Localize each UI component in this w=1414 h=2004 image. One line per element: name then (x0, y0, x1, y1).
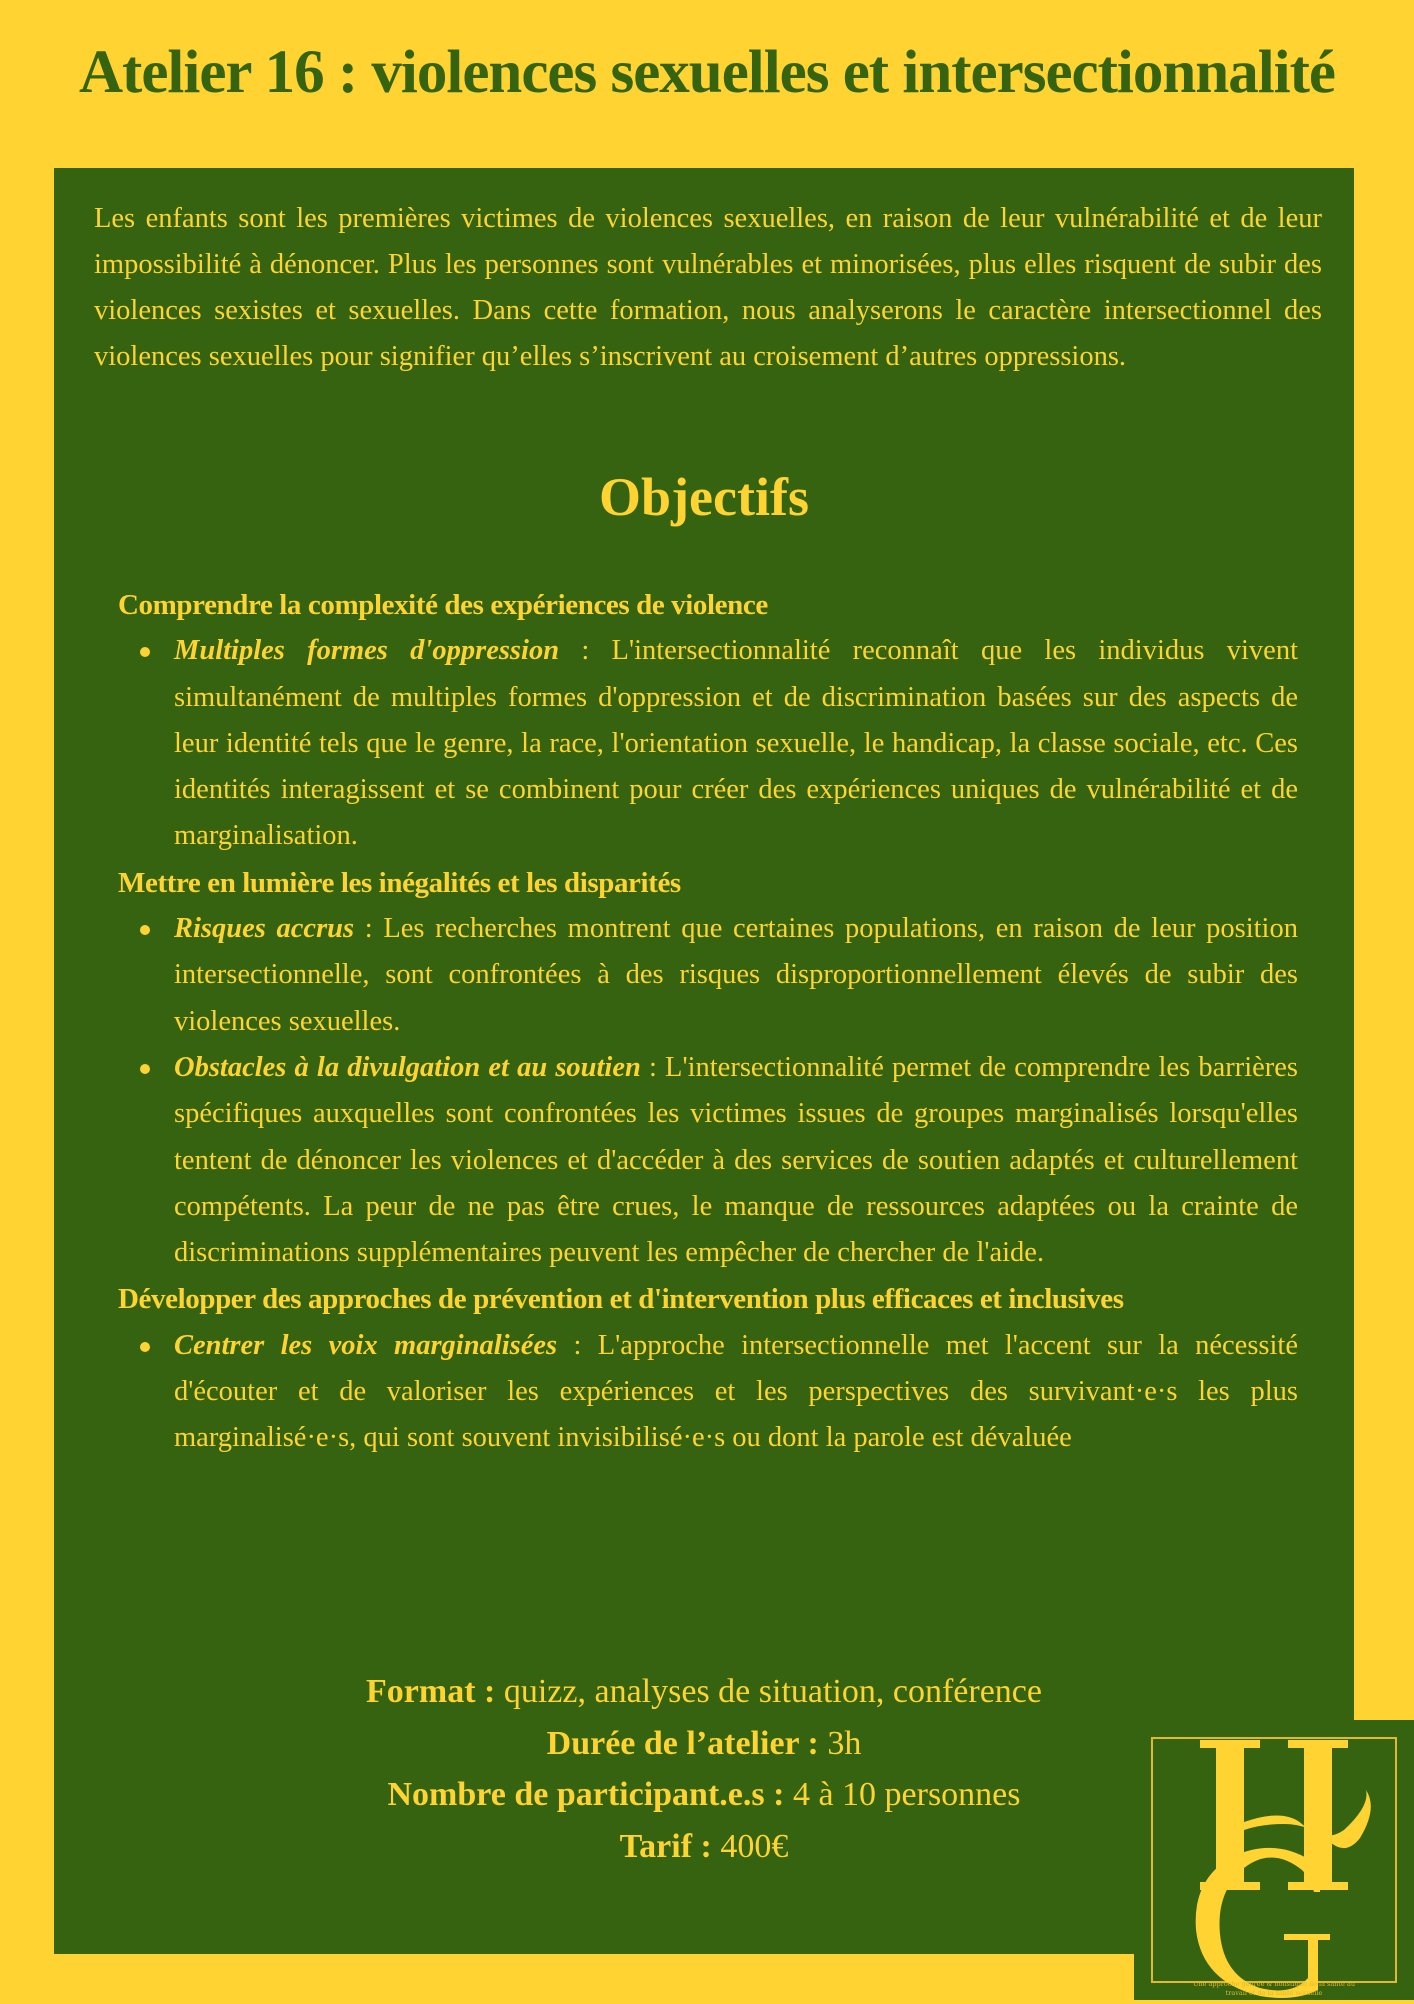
bullet-text: : L'intersectionnalité reconnaît que les individus vivent simultanément de multiples formes d'oppression et de discrimination basées sur des aspects de leur identité tels que le genre, la race, l'orientation sexuelle, le handicap, la classe sociale, etc. Ces identités interagissent et se combinent pour créer des expériences uniques de vulnérabilité et de marginalisation. (174, 635, 1298, 852)
duration-value: 3h (818, 1724, 862, 1762)
bullet-term: Obstacles à la divulgation et au soutien (174, 1051, 641, 1083)
bullet-term: Risques accrus (174, 913, 355, 945)
svg-text:H: H (1313, 1764, 1323, 1775)
bullet-icon (140, 925, 150, 935)
bullet-icon (140, 647, 150, 657)
logo-mark-icon (1134, 1720, 1414, 2000)
svg-text:A: A (1314, 1804, 1322, 1815)
svg-text:T: T (1314, 1844, 1322, 1855)
section-heading: Comprendre la complexité des expériences de violence (118, 589, 768, 621)
format-line (54, 1666, 1354, 1718)
bullet-list (118, 1323, 1298, 1462)
svg-text:Une approche genrée & holistiq: Une approche genrée & holistique de la santé au (1192, 1980, 1356, 1988)
price-label: Tarif : (619, 1827, 712, 1865)
svg-text:I: I (1228, 1864, 1232, 1875)
svg-text:L: L (1314, 1824, 1322, 1835)
bullet-item (118, 906, 1298, 1045)
bullet-text: : Les recherches montrent que certaines populations, en raison de leur position intersectionnelle, sont confrontées à des risques disproportionnellement élevés de subir des violences sexuelles. (174, 913, 1298, 1037)
duration-label: Durée de l’atelier : (546, 1724, 819, 1762)
svg-text:I: I (1228, 1810, 1232, 1821)
bullet-icon (140, 1064, 150, 1074)
format-value: quizz, analyses de situation, conférence (495, 1673, 1042, 1710)
bullet-list (118, 906, 1298, 1276)
bullet-term: Centrer les voix marginalisées (174, 1329, 558, 1361)
participants-value: 4 à 10 personnes (784, 1776, 1021, 1813)
svg-text:H: H (1313, 1864, 1323, 1875)
svg-text:N: N (1225, 1792, 1235, 1803)
svg-text:E: E (1226, 1774, 1234, 1785)
content-panel (54, 168, 1354, 1954)
bullet-list (118, 628, 1298, 859)
intro-paragraph: Les enfants sont les premières victimes de violences sexuelles, en raison de leur vulnérabilité et de leur impossibilité à dénoncer. Plus les personnes sont vulnérables et minorisées, plus elles risquent de subir des violences sexistes et sexuelles. Dans cette formation, nous analyserons le caractère intersectionnel des violences sexuelles pour signifier qu’elles s’inscrivent au croisement d’autres oppressions. (94, 203, 1322, 372)
logo-letter: G (1226, 1756, 1234, 1767)
section-heading: Mettre en lumière les inégalités et les disparités (118, 866, 681, 899)
format-label: Format : (366, 1673, 496, 1710)
svg-text:C: C (1226, 1882, 1234, 1893)
bullet-text: : L'approche intersectionnelle met l'accent sur la nécessité d'écouter et de valoriser les expériences et les perspectives des survivant·e·s les plus marginalisé·e·s, qui sont souvent invisibilisé·e·s ou dont la parole est dévaluée (174, 1329, 1298, 1454)
price-value: 400€ (711, 1827, 789, 1865)
bullet-item (118, 628, 1298, 859)
participants-label: Nombre de participant.e.s : (387, 1776, 785, 1813)
bullet-icon (140, 1342, 150, 1352)
section-heading: Développer des approches de prévention et d'intervention plus efficaces et inclusives (118, 1283, 1124, 1316)
bullet-item (118, 1323, 1298, 1462)
svg-text:E: E (1314, 1784, 1322, 1795)
genistic-health-logo (1134, 1720, 1414, 2000)
svg-text:S: S (1226, 1828, 1234, 1839)
svg-text:travail et de la santé sexuell: travail et de la santé sexuelle (1225, 1989, 1323, 1997)
bullet-term: Multiples formes d'oppression (174, 635, 560, 667)
objectives-list (118, 582, 1298, 1462)
svg-text:T: T (1226, 1846, 1234, 1857)
objectives-title: Objectifs (599, 467, 809, 527)
page-title: Atelier 16 : violences sexuelles et intersectionnalité (78, 39, 1335, 106)
bullet-text: : L'intersectionnalité permet de comprendre les barrières spécifiques auxquelles sont confrontées les victimes issues de groupes marginalisés lorsqu'elles tentent de dénoncer les violences et d'accéder à des services de soutien adaptés et culturellement compétents. La peur de ne pas être crues, le manque de ressources adaptées ou la crainte de discriminations supplémentaires peuvent les empêcher de chercher de l'aide. (174, 1051, 1298, 1269)
bullet-item (118, 1045, 1298, 1276)
